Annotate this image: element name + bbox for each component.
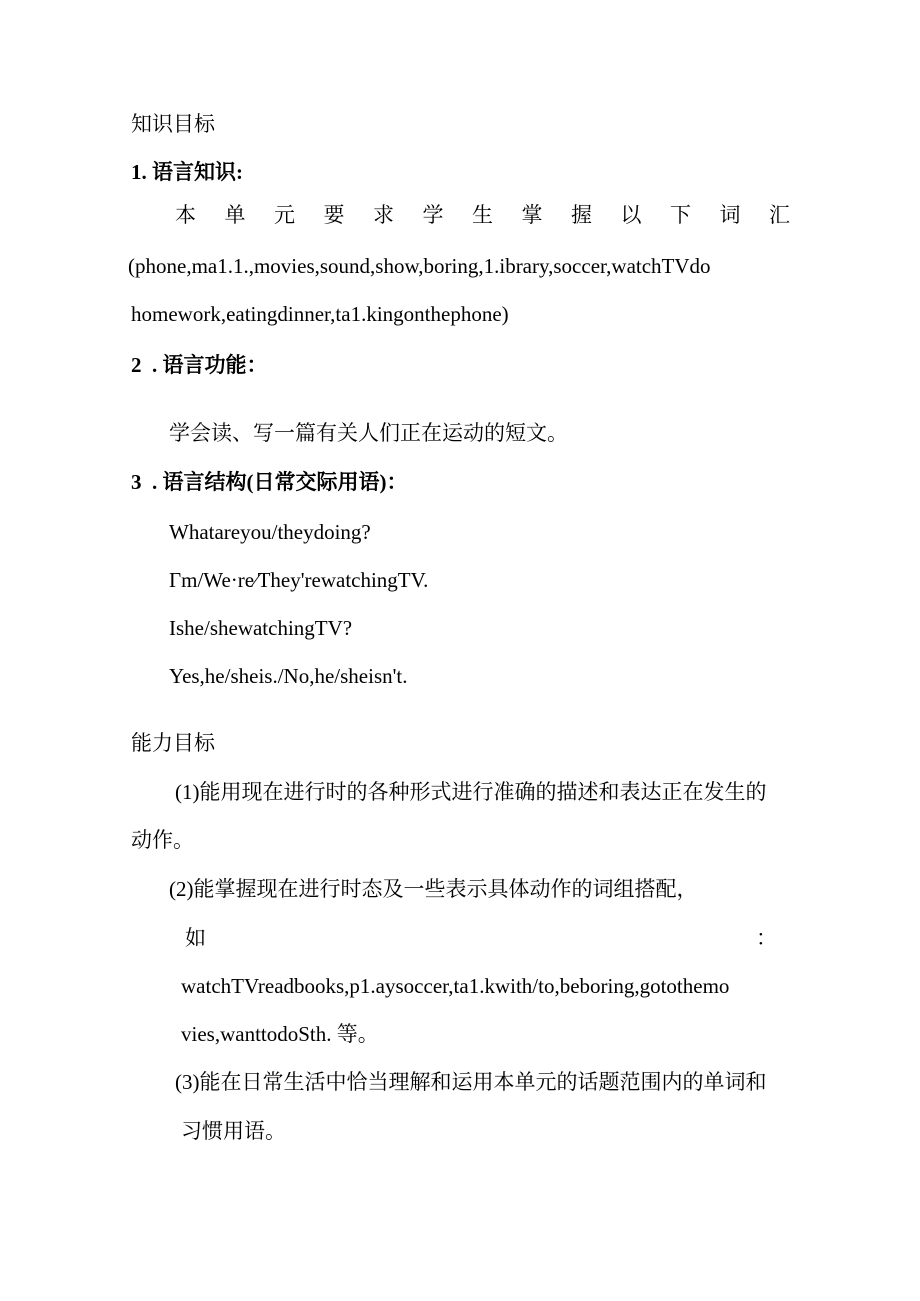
goal3-line1: (3)能在日常生活中恰当理解和运用本单元的话题范围内的单词和 (175, 1070, 767, 1094)
section-title-ability: 能力目标 (131, 731, 215, 755)
goal2-ru: 如 (185, 926, 206, 950)
item2-heading: 2 . 语言功能： (131, 353, 268, 377)
vocab-intro-char: 元 (274, 203, 295, 227)
goal3-line2: 习惯用语。 (181, 1119, 286, 1143)
goal1-line1: (1)能用现在进行时的各种形式进行准确的描述和表达正在发生的 (175, 780, 767, 804)
vocab-intro-char: 本 (175, 203, 196, 227)
goal2-ru-row (185, 924, 777, 952)
goal2-line4: vies,wanttodoSth. 等。 (181, 1022, 379, 1046)
item3-heading: 3 . 语言结构(日常交际用语)： (131, 470, 408, 494)
section-title-knowledge: 知识目标 (131, 112, 215, 136)
vocab-intro-char: 握 (571, 203, 592, 227)
vocab-line-2: homework,eatingdinner,ta1.kingonthephone) (131, 302, 509, 326)
sentence: Ishe/shewatchingTV? (169, 616, 353, 640)
goal1-line2: 动作。 (131, 828, 194, 852)
vocab-intro-char: 要 (323, 203, 345, 227)
goal2-line1: (2)能掌握现在进行时态及一些表示具体动作的词组搭配， (169, 877, 698, 901)
vocab-intro-char: 求 (373, 203, 394, 227)
vocab-intro-char: 词 (719, 203, 741, 227)
vocab-intro-char: 下 (670, 203, 691, 227)
vocab-intro-char: 生 (472, 203, 493, 227)
item2-text: 学会读、写一篇有关人们正在运动的短文。 (169, 421, 568, 445)
vocab-intro-char: 汇 (769, 203, 790, 227)
vocab-intro-char: 单 (224, 203, 246, 227)
sentence: Yes,he/sheis./No,he/sheisn't. (169, 664, 408, 688)
sentence: Γm/We·re∕They'rewatchingTV. (169, 568, 429, 592)
vocab-intro (175, 201, 790, 229)
goal2-colon: ： (756, 926, 777, 950)
goal2-line3: watchTVreadbooks,p1.aysoccer,ta1.kwith/to,beboring,gotothemo (181, 974, 730, 998)
vocab-intro-char: 掌 (521, 203, 543, 227)
vocab-intro-char: 以 (620, 203, 642, 227)
sentence: Whatareyou/theydoing? (169, 520, 371, 544)
item1-heading: 1. 语言知识: (131, 160, 243, 184)
vocab-intro-char: 学 (422, 203, 444, 227)
vocab-line-1: (phone,ma1.1.,movies,sound,show,boring,1.ibrary,soccer,watchTVdo (128, 254, 711, 278)
